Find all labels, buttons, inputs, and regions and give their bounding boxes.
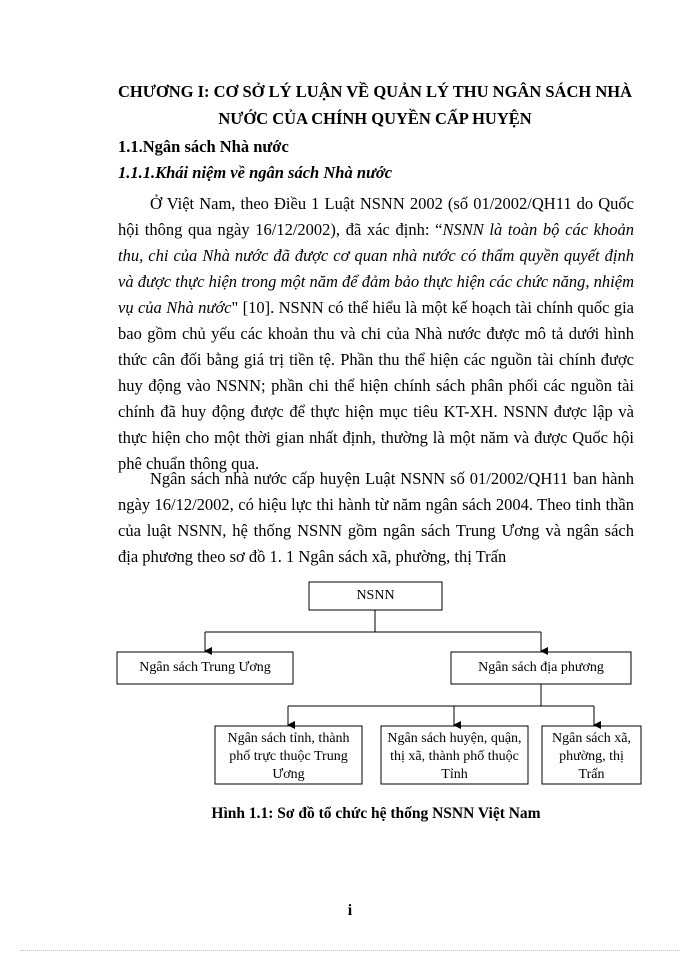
label-local: Ngân sách địa phương: [478, 660, 604, 675]
label-central: Ngân sách Trung Ương: [139, 660, 271, 675]
chapter-title-line2: NƯỚC CỦA CHÍNH QUYỀN CẤP HUYỆN: [218, 109, 532, 128]
paragraph-rest: " [10]. NSNN có thể hiểu là một kế hoạch tài chính quốc gia bao gồm chủ yếu các khoản thu và chi của Nhà nước được mô tả dưới hình thức cân đối bằng giá trị tiền tệ. Phần thu thể hiện các nguồn tài chính được huy động vào NSNN; phần chi thể hiện chính sách phân phối các nguồn tài chính đã huy động được để thực hiện mục tiêu KT-XH. NSNN được lập và thực hiện cho một thời gian nhất định, thường là một năm và được Quốc hội phê chuẩn thông qua.: [118, 298, 635, 473]
label-nsnn: NSNN: [356, 588, 395, 603]
paragraph-lead: Ở Việt Nam, theo Điều 1 Luật NSNN 2002 (số 01/2002/QH11 do Quốc hội thông qua ngày 16/12/2002), đã xác định: “: [118, 194, 634, 239]
label-commune: Ngân sách xã, phường, thị Trấn: [552, 731, 631, 782]
page-number: i: [347, 902, 353, 919]
section-heading: 1.1.Ngân sách Nhà nước: [118, 137, 289, 156]
label-district: Ngân sách huyện, quận, thị xã, thành phố thuộc Tỉnh: [387, 731, 522, 782]
page-bottom-border: [20, 950, 680, 951]
figure-caption: Hình 1.1: Sơ đồ tổ chức hệ thống NSNN Việt Nam: [211, 805, 541, 822]
chapter-title-line1: CHƯƠNG I: CƠ SỞ LÝ LUẬN VỀ QUẢN LÝ THU NGÂN SÁCH NHÀ: [118, 82, 632, 101]
paragraph-quote: NSNN là toàn bộ các khoản thu, chi của Nhà nước đã được cơ quan nhà nước có thẩm quyền quyết định và được thực hiện trong một năm để đảm bảo thực hiện các chức năng, nhiệm vụ của Nhà nước: [118, 220, 634, 317]
subsection-heading: 1.1.1.Khái niệm về ngân sách Nhà nước: [118, 163, 393, 182]
label-province: Ngân sách tỉnh, thành phố trực thuộc Trung Ương: [227, 731, 350, 782]
paragraph-district-budget: Ngân sách nhà nước cấp huyện Luật NSNN số 01/2002/QH11 ban hành ngày 16/12/2002, có hiệu lực thi hành từ năm ngân sách 2004. Theo tinh thần của luật NSNN, hệ thống NSNN gồm ngân sách Trung Ương và ngân sách địa phương theo sơ đồ 1. 1 Ngân sách xã, phường, thị Trấn: [118, 469, 634, 566]
